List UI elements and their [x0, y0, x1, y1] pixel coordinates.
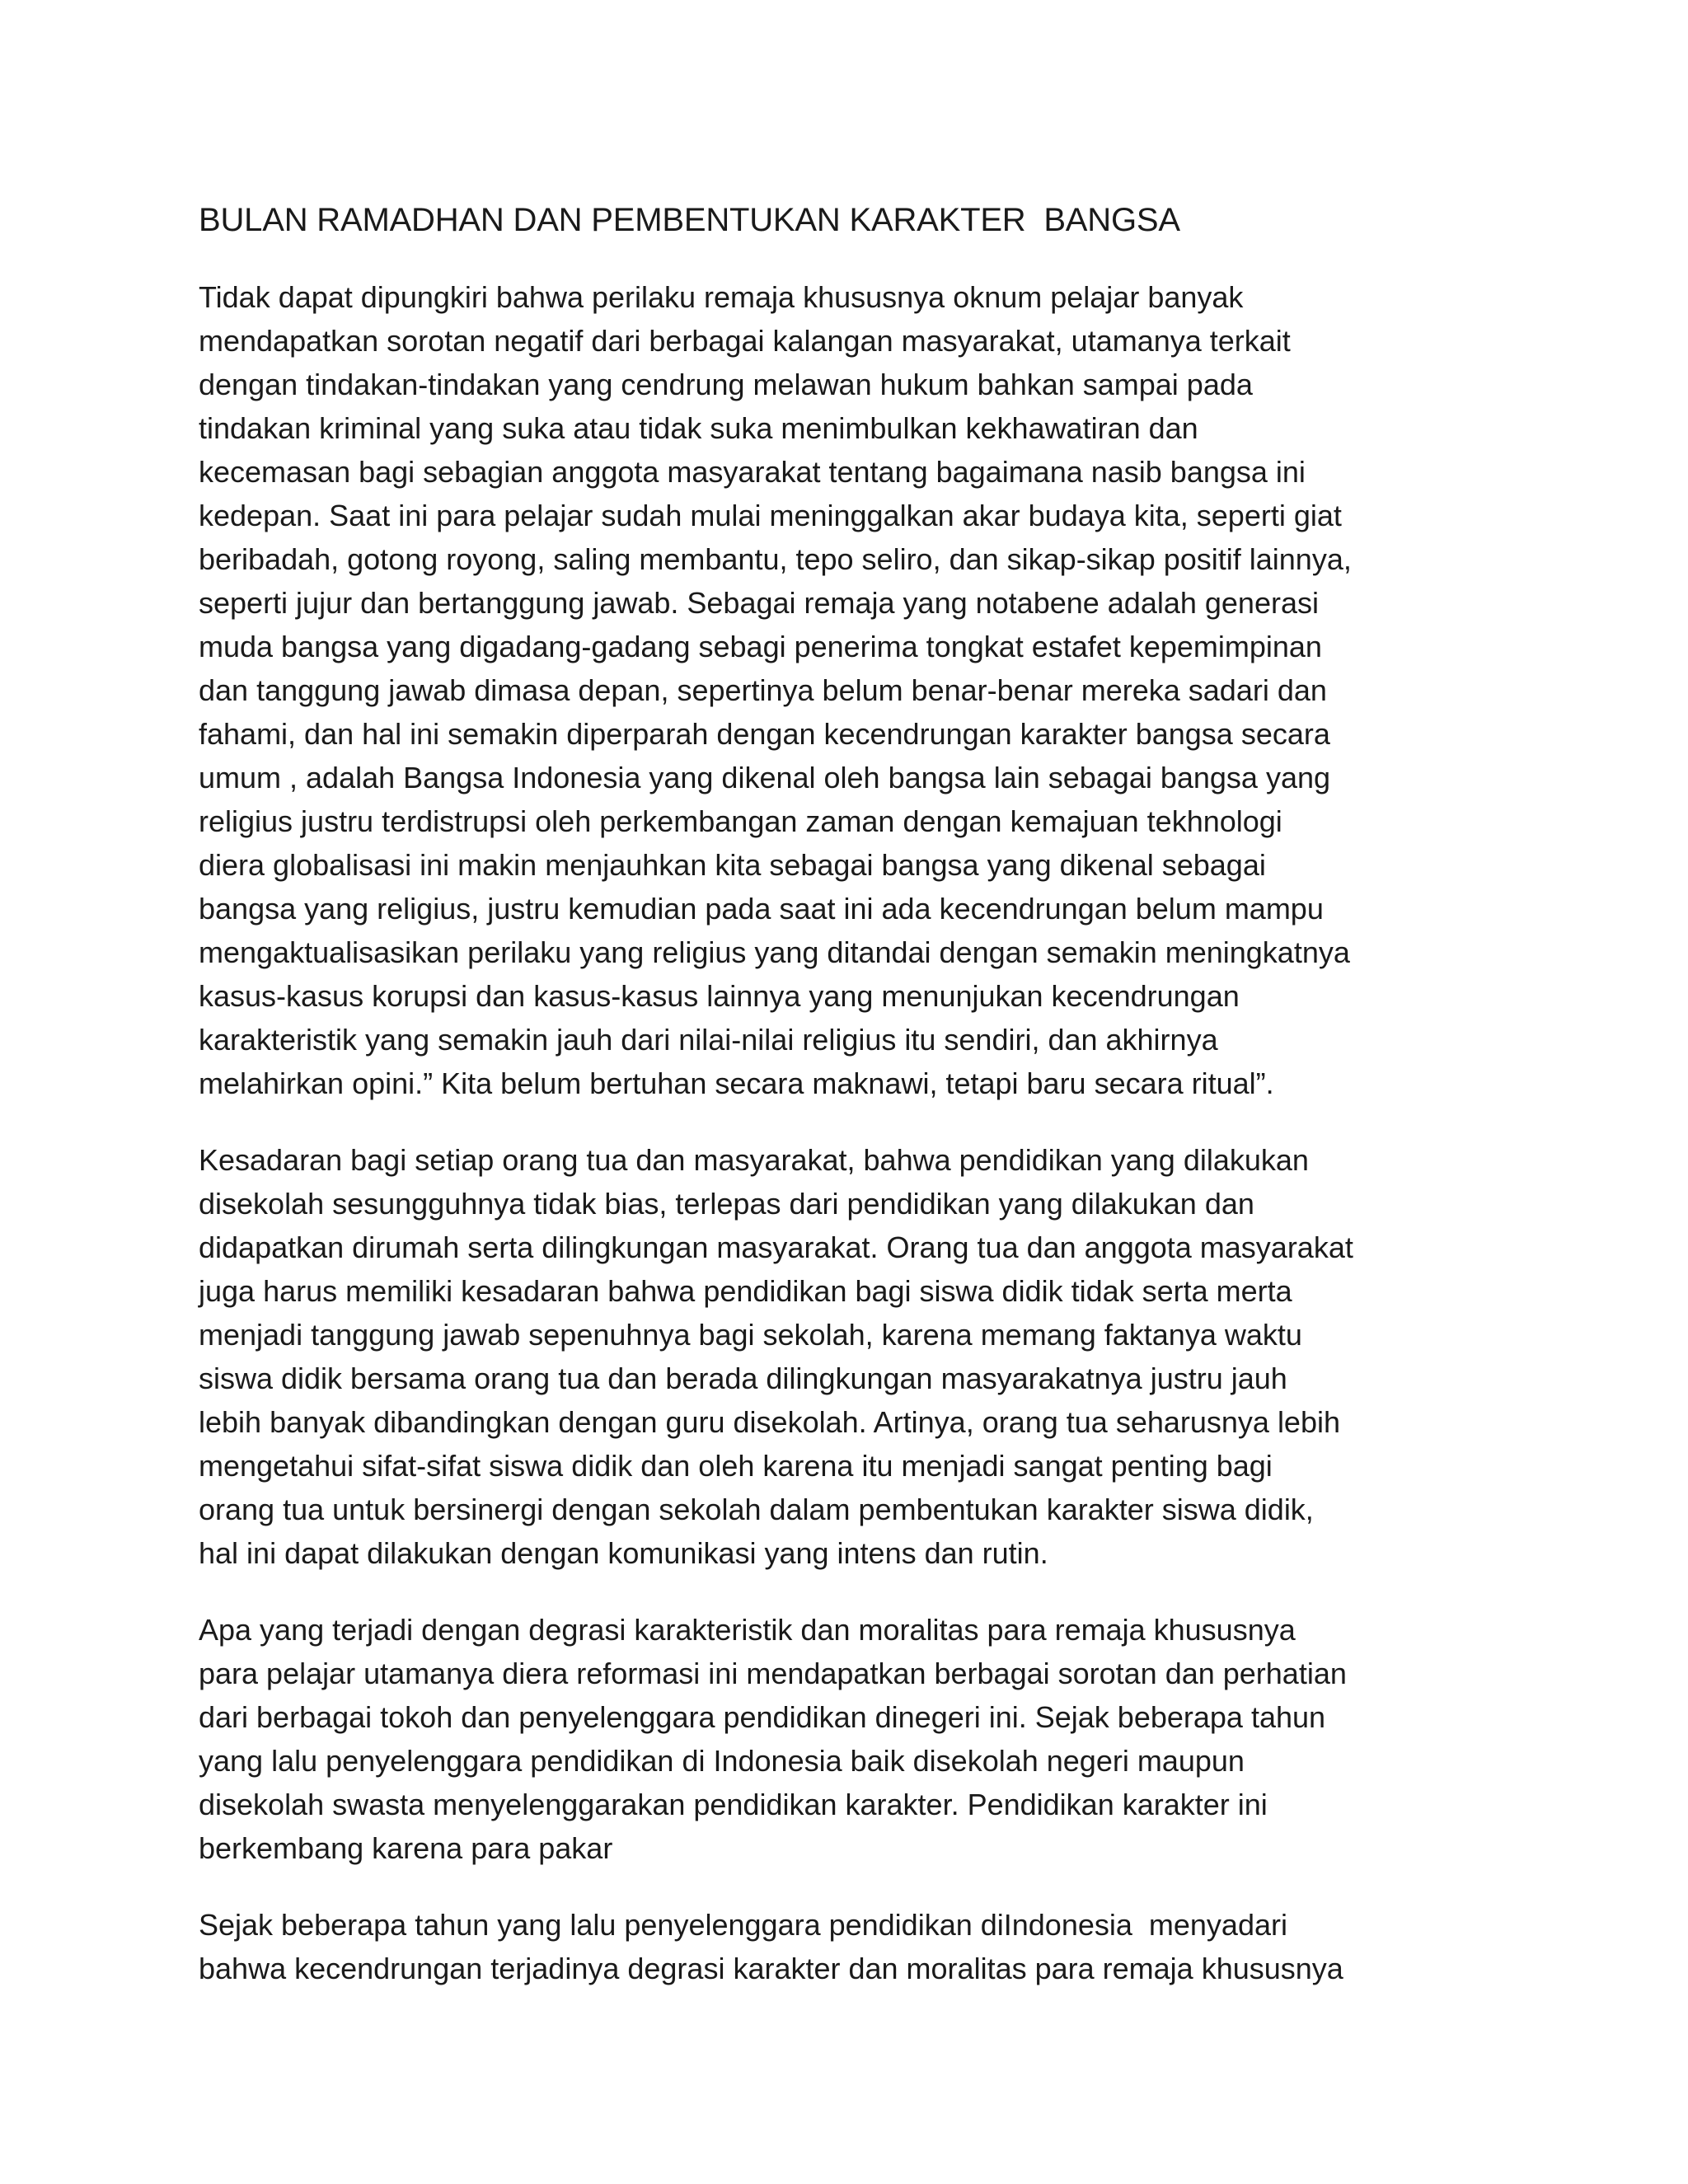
text-line: beribadah, gotong royong, saling membantu, tepo seliro, dan sikap-sikap positif lainnya, — [199, 542, 1352, 576]
text-line: kecemasan bagi sebagian anggota masyarakat tentang bagaimana nasib bangsa ini — [199, 455, 1306, 489]
text-line: para pelajar utamanya diera reformasi ini mendapatkan berbagai sorotan dan perhatian — [199, 1657, 1347, 1690]
text-line: kedepan. Saat ini para pelajar sudah mulai meninggalkan akar budaya kita, seperti giat — [199, 499, 1342, 532]
text-line: disekolah sesungguhnya tidak bias, terlepas dari pendidikan yang dilakukan dan — [199, 1187, 1254, 1221]
text-line: umum , adalah Bangsa Indonesia yang dikenal oleh bangsa lain sebagai bangsa yang — [199, 761, 1331, 794]
text-line: karakteristik yang semakin jauh dari nilai-nilai religius itu sendiri, dan akhirnya — [199, 1023, 1218, 1057]
text-line: dari berbagai tokoh dan penyelenggara pendidikan dinegeri ini. Sejak beberapa tahun — [199, 1700, 1326, 1734]
text-line: Sejak beberapa tahun yang lalu penyelenggara pendidikan diIndonesia menyadari — [199, 1908, 1287, 1942]
text-line: dengan tindakan-tindakan yang cendrung melawan hukum bahkan sampai pada — [199, 368, 1253, 401]
text-line: lebih banyak dibandingkan dengan guru disekolah. Artinya, orang tua seharusnya lebih — [199, 1405, 1340, 1439]
text-line: religius justru terdistrupsi oleh perkembangan zaman dengan kemajuan tekhnologi — [199, 804, 1282, 838]
text-line: mengaktualisasikan perilaku yang religius yang ditandai dengan semakin meningkatnya — [199, 935, 1350, 969]
text-line: menjadi tanggung jawab sepenuhnya bagi sekolah, karena memang faktanya waktu — [199, 1318, 1302, 1352]
text-line: siswa didik bersama orang tua dan berada dilingkungan masyarakatnya justru jauh — [199, 1361, 1287, 1395]
text-line: hal ini dapat dilakukan dengan komunikasi yang intens dan rutin. — [199, 1536, 1048, 1570]
paragraph-list — [199, 275, 1517, 1990]
paragraph-3 — [199, 1608, 1517, 1870]
text-line: disekolah swasta menyelenggarakan pendidikan karakter. Pendidikan karakter ini — [199, 1788, 1268, 1821]
text-line: diera globalisasi ini makin menjauhkan kita sebagai bangsa yang dikenal sebagai — [199, 848, 1266, 882]
paragraph-1 — [199, 275, 1517, 1105]
text-line: seperti jujur dan bertanggung jawab. Sebagai remaja yang notabene adalah generasi — [199, 586, 1319, 620]
text-line: berkembang karena para pakar — [199, 1831, 613, 1865]
paragraph-2 — [199, 1138, 1517, 1575]
text-line: Apa yang terjadi dengan degrasi karakteristik dan moralitas para remaja khususnya — [199, 1613, 1296, 1647]
text-line: melahirkan opini.” Kita belum bertuhan secara maknawi, tetapi baru secara ritual”. — [199, 1066, 1274, 1100]
text-line: kasus-kasus korupsi dan kasus-kasus lainnya yang menunjukan kecendrungan — [199, 979, 1240, 1013]
text-line: mendapatkan sorotan negatif dari berbagai kalangan masyarakat, utamanya terkait — [199, 324, 1291, 358]
document-title: BULAN RAMADHAN DAN PEMBENTUKAN KARAKTER BANGSA — [199, 202, 1180, 238]
text-line: tindakan kriminal yang suka atau tidak suka menimbulkan kekhawatiran dan — [199, 411, 1198, 445]
text-line: juga harus memiliki kesadaran bahwa pendidikan bagi siswa didik tidak serta merta — [199, 1274, 1292, 1308]
text-line: muda bangsa yang digadang-gadang sebagi penerima tongkat estafet kepemimpinan — [199, 630, 1322, 663]
text-line: fahami, dan hal ini semakin diperparah dengan kecendrungan karakter bangsa secara — [199, 717, 1330, 751]
text-line: orang tua untuk bersinergi dengan sekolah dalam pembentukan karakter siswa didik, — [199, 1493, 1314, 1526]
text-line: yang lalu penyelenggara pendidikan di Indonesia baik disekolah negeri maupun — [199, 1744, 1245, 1778]
text-line: bahwa kecendrungan terjadinya degrasi karakter dan moralitas para remaja khususnya — [199, 1952, 1343, 1985]
text-line: didapatkan dirumah serta dilingkungan masyarakat. Orang tua dan anggota masyarakat — [199, 1230, 1353, 1264]
text-line: Kesadaran bagi setiap orang tua dan masyarakat, bahwa pendidikan yang dilakukan — [199, 1143, 1309, 1177]
text-line: mengetahui sifat-sifat siswa didik dan oleh karena itu menjadi sangat penting bagi — [199, 1449, 1273, 1483]
text-line: Tidak dapat dipungkiri bahwa perilaku remaja khususnya oknum pelajar banyak — [199, 280, 1244, 314]
document-body — [199, 196, 1517, 2023]
text-line: bangsa yang religius, justru kemudian pada saat ini ada kecendrungan belum mampu — [199, 892, 1324, 926]
text-line: dan tanggung jawab dimasa depan, sepertinya belum benar-benar mereka sadari dan — [199, 673, 1327, 707]
paragraph-4 — [199, 1903, 1517, 1990]
